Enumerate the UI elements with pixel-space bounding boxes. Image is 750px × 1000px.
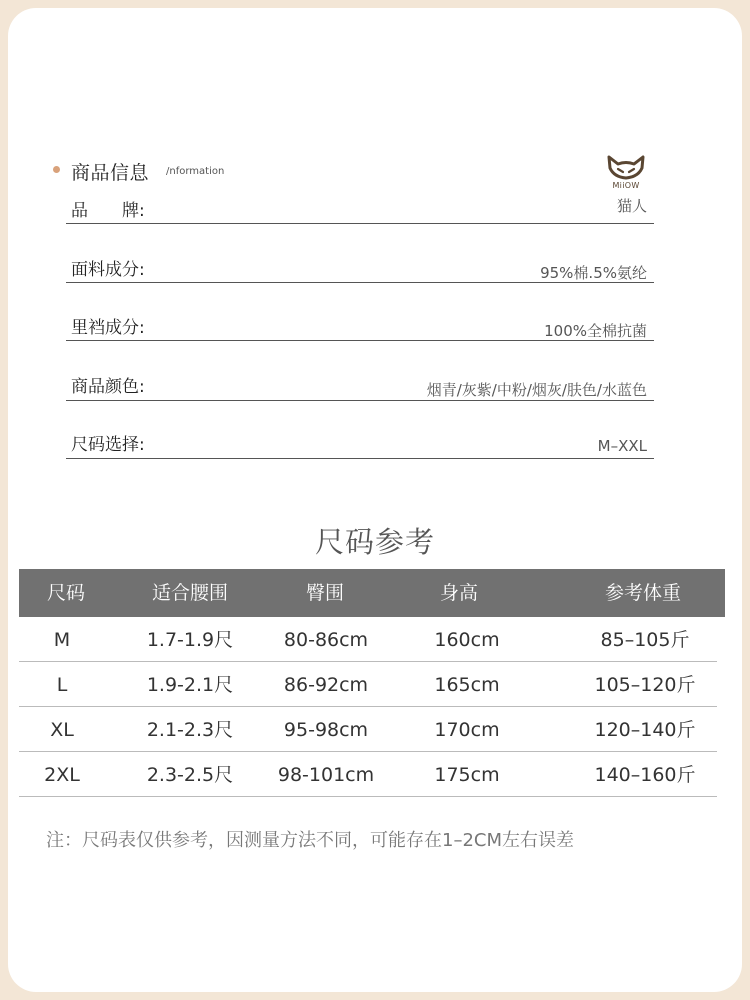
info-value: 95%棉.5%氨纶 <box>540 264 647 282</box>
table-cell: 1.9-2.1尺 <box>146 674 234 696</box>
info-value: 100%全棉抗菌 <box>544 322 647 340</box>
info-value: 烟青/灰紫/中粉/烟灰/肤色/水蓝色 <box>426 381 647 399</box>
size-table-header <box>19 569 725 617</box>
table-row <box>19 662 717 707</box>
cat-logo-icon <box>605 155 647 181</box>
table-cell: 170cm <box>434 719 500 741</box>
table-cell: M <box>53 629 71 651</box>
info-label: 尺码选择: <box>71 435 145 455</box>
column-header: 尺码 <box>46 582 85 604</box>
column-header: 臀围 <box>305 582 344 604</box>
info-row <box>66 366 654 401</box>
table-cell: 160cm <box>434 629 500 651</box>
bullet-dot <box>53 166 60 173</box>
info-label: 品 牌: <box>71 201 145 221</box>
section-subtitle: /nformation <box>166 166 225 177</box>
table-cell: 2.1-2.3尺 <box>146 719 234 741</box>
table-cell: 95-98cm <box>283 719 369 741</box>
table-cell: 175cm <box>434 764 500 786</box>
info-label: 面料成分: <box>71 260 145 280</box>
table-cell: 85–105斤 <box>600 629 690 651</box>
table-cell: 2.3-2.5尺 <box>146 764 234 786</box>
table-cell: 2XL <box>44 764 80 786</box>
brand-logo <box>605 155 647 195</box>
size-table <box>19 569 725 797</box>
table-row <box>19 617 717 662</box>
table-cell: 98-101cm <box>277 764 375 786</box>
info-row <box>66 424 654 459</box>
table-cell: L <box>56 674 68 696</box>
size-note: 注：尺码表仅供参考，因测量方法不同，可能存在1–2CM左右误差 <box>46 830 575 851</box>
info-label: 里裆成分: <box>71 318 145 338</box>
table-cell: XL <box>50 719 74 741</box>
info-label: 商品颜色: <box>71 377 145 397</box>
product-info-card <box>8 8 742 992</box>
info-row <box>66 190 654 224</box>
section-title: 商品信息 <box>71 162 150 184</box>
size-chart-title: 尺码参考 <box>314 525 435 559</box>
info-row <box>66 249 654 283</box>
table-cell: 1.7-1.9尺 <box>146 629 234 651</box>
column-header: 身高 <box>439 582 478 604</box>
info-value: 猫人 <box>616 197 647 215</box>
table-cell: 165cm <box>434 674 500 696</box>
table-cell: 80-86cm <box>283 629 369 651</box>
logo-text: MiiOW <box>612 181 640 190</box>
column-header: 参考体重 <box>604 582 681 604</box>
table-cell: 140–160斤 <box>594 764 696 786</box>
table-row <box>19 752 717 797</box>
info-row <box>66 307 654 341</box>
table-cell: 86-92cm <box>283 674 369 696</box>
table-cell: 105–120斤 <box>594 674 696 696</box>
table-row <box>19 707 717 752</box>
info-value: M–XXL <box>597 437 647 455</box>
column-header: 适合腰围 <box>151 582 228 604</box>
table-cell: 120–140斤 <box>594 719 696 741</box>
